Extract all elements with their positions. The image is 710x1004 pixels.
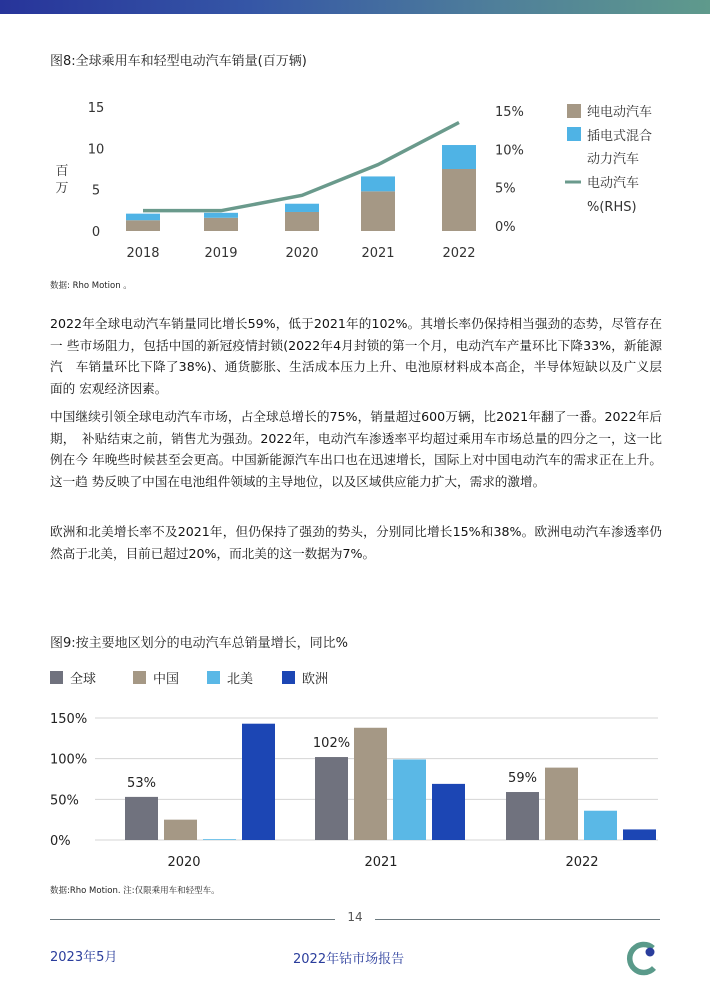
x-tick-label: 2022 xyxy=(565,855,599,870)
bev-bar xyxy=(126,220,160,231)
figure8-title: 图8:全球乘用车和轻型电动汽车销量(百万辆) xyxy=(50,54,307,69)
x-tick-label: 2019 xyxy=(204,246,238,261)
footer-date: 2023年5月 xyxy=(50,950,118,965)
legend-line-label-1: 电动汽车 xyxy=(587,176,640,191)
x-tick-label: 2022 xyxy=(442,246,476,261)
footer-report-title: 2022年钴市场报告 xyxy=(293,952,405,967)
bev-bar xyxy=(204,218,238,231)
legend-phev-swatch xyxy=(567,127,581,141)
legend-swatch xyxy=(133,671,146,684)
legend-phev-label-2: 动力汽车 xyxy=(587,152,640,167)
y-tick-label: 50% xyxy=(50,793,79,809)
figure8-ylabel-2: 万 xyxy=(55,181,69,196)
data-label: 59% xyxy=(508,771,537,787)
phev-bar xyxy=(126,214,160,221)
x-tick-label: 2021 xyxy=(364,855,398,870)
growth-bar xyxy=(315,757,348,840)
y-tick-label: 15 xyxy=(87,101,105,116)
x-tick-label: 2020 xyxy=(167,855,201,870)
bev-bar xyxy=(361,191,395,231)
growth-bar xyxy=(203,839,236,840)
growth-bar xyxy=(242,724,275,840)
paragraph-2: 中国继续引领全球电动汽车市场，占全球总增长的75%，销量超过600万辆，比2021年翻了一番。2022年后期， 补贴结束之前，销售尤为强劲。2022年，电动汽车渗透率平均超过乘用车市场总量的四分之一，这一比例在今 年晚些时候甚至会更高。中国新能源汽车出口也在迅速增长，国际上对中国电动汽车的需求正在上升。这一趋 势反映了中国在电池组件领域的主导地位，以及区域供应能力扩大，需求的激增。 xyxy=(50,409,662,489)
legend-swatch xyxy=(207,671,220,684)
legend-bev-swatch xyxy=(567,104,581,118)
legend-swatch xyxy=(282,671,295,684)
y2-tick-label: 15% xyxy=(495,105,524,120)
phev-bar xyxy=(361,176,395,191)
legend-label: 中国 xyxy=(153,672,180,687)
figure9-source: 数据:Rho Motion. 注:仅限乘用车和轻型车。 xyxy=(50,886,220,896)
y-tick-label: 100% xyxy=(50,752,88,768)
growth-bar xyxy=(506,792,539,840)
growth-bar xyxy=(584,811,617,840)
y2-tick-label: 0% xyxy=(495,220,516,235)
legend-line-label-2: %(RHS) xyxy=(587,200,637,215)
data-label: 53% xyxy=(127,775,156,791)
legend-label: 欧洲 xyxy=(302,672,329,687)
growth-bar xyxy=(354,728,387,840)
x-tick-label: 2018 xyxy=(126,246,160,261)
legend-swatch xyxy=(50,671,63,684)
y2-tick-label: 5% xyxy=(495,181,516,197)
y-tick-label: 10 xyxy=(87,142,105,158)
y-tick-label: 150% xyxy=(50,712,88,727)
x-tick-label: 2020 xyxy=(285,246,319,261)
data-label: 102% xyxy=(312,736,351,752)
bev-bar xyxy=(442,169,476,231)
y-tick-label: 5 xyxy=(91,183,101,199)
figure8-chart xyxy=(0,85,710,270)
phev-bar xyxy=(442,145,476,169)
page-number: 14 xyxy=(347,910,363,924)
phev-bar xyxy=(204,213,238,218)
footer-rule-left xyxy=(50,919,335,920)
y-tick-label: 0 xyxy=(91,225,101,240)
growth-bar xyxy=(432,784,465,840)
legend-phev-label-1: 插电式混合 xyxy=(587,129,653,144)
figure8-ylabel-1: 百 xyxy=(55,164,69,179)
paragraph-1: 2022年全球电动汽车销量同比增长59%，低于2021年的102%。其增长率仍保持相当强劲的态势，尽管存在一 些市场阻力，包括中国的新冠疫情封锁(2022年4月封锁的第一个月，电动汽车产量环比下降33%，新能源汽 车销量环比下降了38%)、通货膨胀、生活成本压力上升、电池原材料成本高企，半导体短缺以及广义层面的 宏观经济因素。 xyxy=(50,316,662,396)
phev-bar xyxy=(285,204,319,212)
footer-rule-right xyxy=(375,919,660,920)
top-gradient-bar xyxy=(0,0,710,14)
growth-bar xyxy=(393,759,426,840)
figure8-source: 数据: Rho Motion 。 xyxy=(50,281,132,291)
paragraph-3: 欧洲和北美增长率不及2021年，但仍保持了强劲的势头，分别同比增长15%和38%。欧洲电动汽车渗透率仍 然高于北美，目前已超过20%，而北美的这一数据为7%。 xyxy=(50,524,662,561)
ev-share-line xyxy=(143,123,459,211)
cobalt-logo-icon xyxy=(624,940,660,976)
growth-bar xyxy=(623,829,656,840)
growth-bar xyxy=(125,797,158,840)
legend-bev-label: 纯电动汽车 xyxy=(587,105,653,120)
growth-bar xyxy=(545,768,578,840)
legend-label: 全球 xyxy=(70,672,97,687)
growth-bar xyxy=(164,820,197,840)
bev-bar xyxy=(285,212,319,231)
figure9-title: 图9:按主要地区划分的电动汽车总销量增长，同比% xyxy=(50,636,349,651)
legend-label: 北美 xyxy=(227,672,254,687)
y2-tick-label: 10% xyxy=(495,143,524,159)
figure9-chart xyxy=(0,660,710,875)
y-tick-label: 0% xyxy=(50,834,71,849)
x-tick-label: 2021 xyxy=(361,246,395,261)
